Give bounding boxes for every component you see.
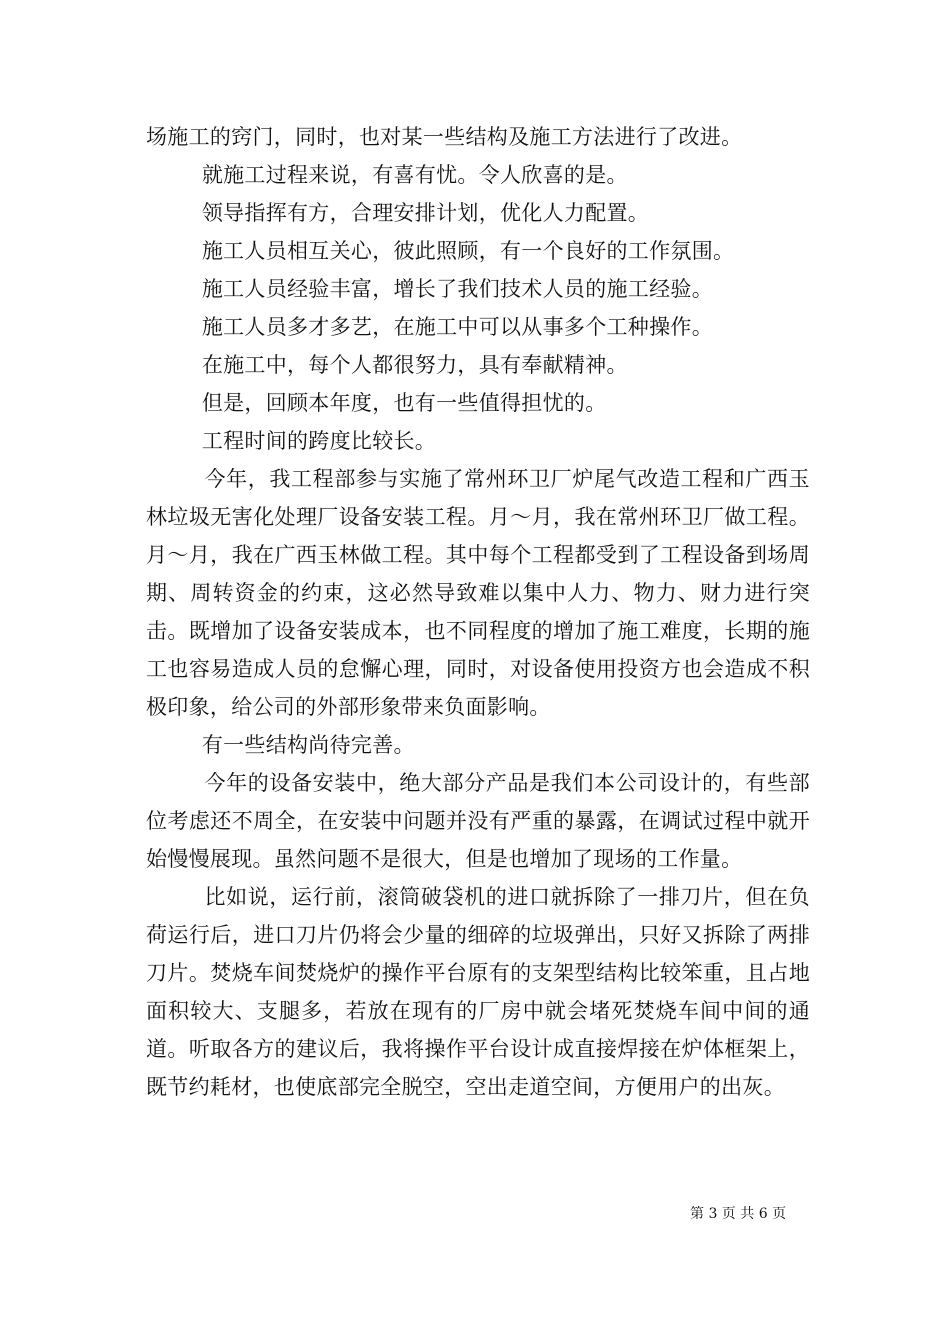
- document-body: [146, 118, 810, 1106]
- paragraph: 施工人员相互关心，彼此照顾，有一个良好的工作氛围。: [146, 239, 735, 263]
- paragraph: 在施工中，每个人都很努力，具有奉献精神。: [146, 353, 628, 377]
- paragraph: 但是，回顾本年度，也有一些值得担忧的。: [146, 391, 607, 415]
- page-number-footer: 第 3 页 共 6 页: [690, 1206, 787, 1222]
- paragraph: 领导指挥有方，合理安排计划，优化人力配置。: [146, 201, 650, 225]
- paragraph: 今年的设备安装中，绝大部分产品是我们本公司设计的，有些部位考虑还不周全，在安装中问题并没有严重的暴露，在调试过程中就开始慢慢展现。虽然问题不是很大，但是也增加了现场的工作量。: [146, 771, 810, 871]
- paragraph: 就施工过程来说，有喜有忧。令人欣喜的是。: [146, 163, 628, 187]
- paragraph: 有一些结构尚待完善。: [146, 733, 415, 757]
- paragraph: 今年，我工程部参与实施了常州环卫厂炉尾气改造工程和广西玉林垃圾无害化处理厂设备安装工程。月～月，我在常州环卫厂做工程。月～月，我在广西玉林做工程。其中每个工程都受到了工程设备到场周期、周转资金的约束，这必然导致难以集中人力、物力、财力进行突击。既增加了设备安装成本，也不同程度的增加了施工难度，长期的施工也容易造成人员的怠懈心理，同时，对设备使用投资方也会造成不积极印象，给公司的外部形象带来负面影响。: [146, 467, 810, 719]
- paragraph: 施工人员经验丰富，增长了我们技术人员的施工经验。: [146, 277, 714, 301]
- paragraph: 比如说，运行前，滚筒破袋机的进口就拆除了一排刀片，但在负荷运行后，进口刀片仍将会少量的细碎的垃圾弹出，只好又拆除了两排刀片。焚烧车间焚烧炉的操作平台原有的支架型结构比较笨重，且占地面积较大、支腿多，若放在现有的厂房中就会堵死焚烧车间中间的通道。听取各方的建议后，我将操作平台设计成直接焊接在炉体框架上，既节约耗材，也使底部完全脱空，空出走道空间，方便用户的出灰。: [146, 885, 810, 1099]
- paragraph: 施工人员多才多艺，在施工中可以从事多个工种操作。: [146, 315, 714, 339]
- paragraph: 场施工的窍门，同时，也对某一些结构及施工方法进行了改进。: [146, 125, 743, 149]
- paragraph: 工程时间的跨度比较长。: [146, 429, 437, 453]
